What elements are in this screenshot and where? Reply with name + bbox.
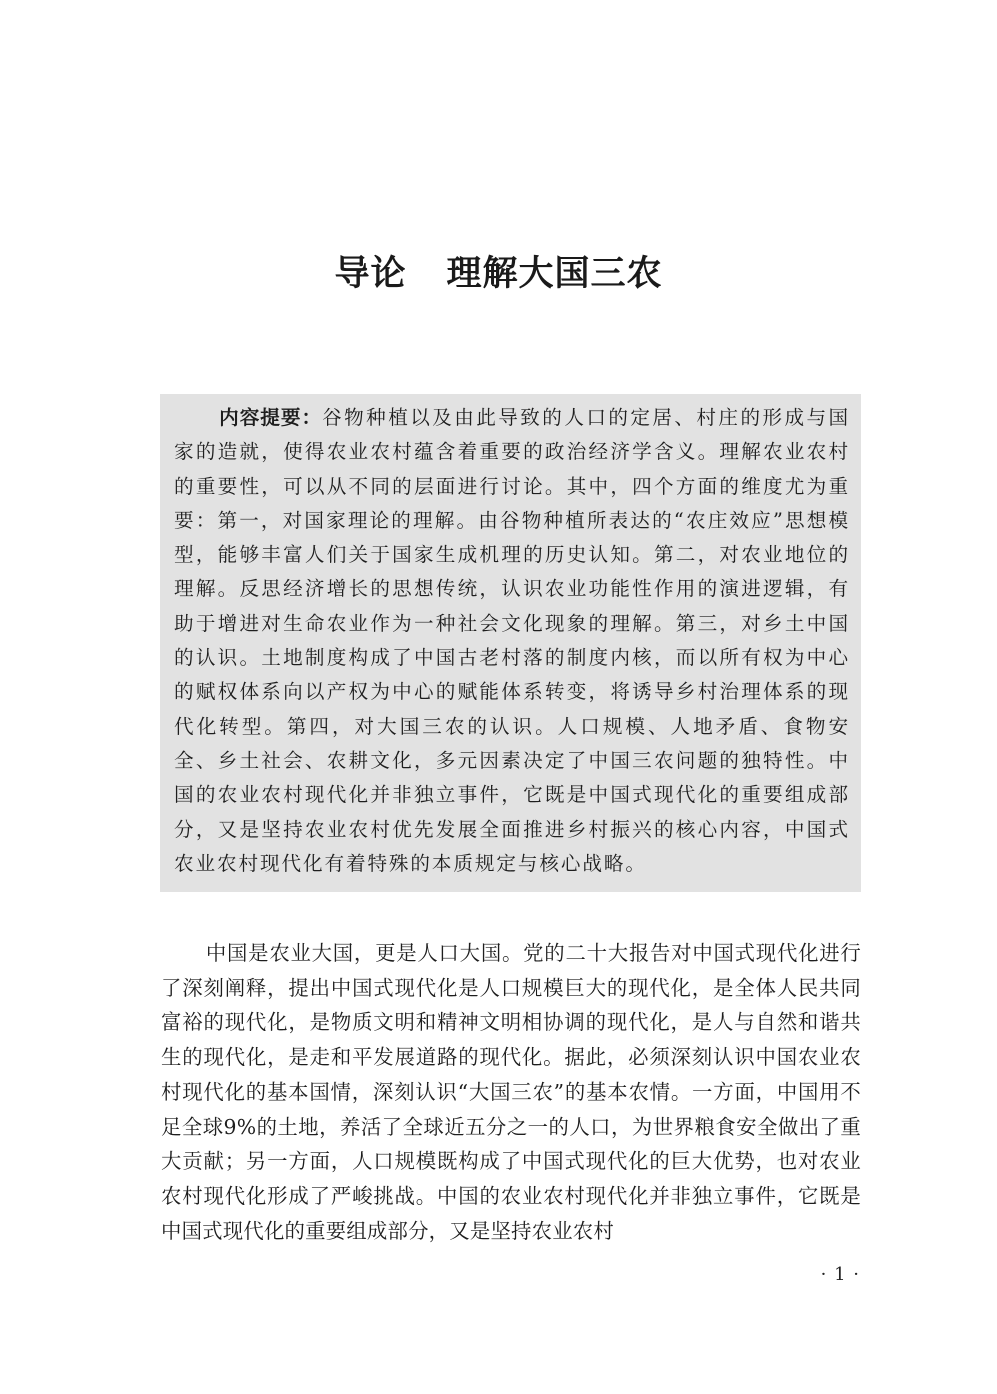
abstract-text: 谷物种植以及由此导致的人口的定居、村庄的形成与国家的造就，使得农业农村蕴含着重要的政治经济学含义。理解农业农村的重要性，可以从不同的层面进行讨论。其中，四个方面的维度尤为重要：第一，对国家理论的理解。由谷物种植所表达的“农庄效应”思想模型，能够丰富人们关于国家生成机理的历史认知。第二，对农业地位的理解。反思经济增长的思想传统，认识农业功能性作用的演进逻辑，有助于增进对生命农业作为一种社会文化现象的理解。第三，对乡土中国的认识。土地制度构成了中国古老村落的制度内核，而以所有权为中心的赋权体系向以产权为中心的赋能体系转变，将诱导乡村治理体系的现代化转型。第四，对大国三农的认识。人口规模、人地矛盾、食物安全、乡土社会、农耕文化，多元因素决定了中国三农问题的独特性。中国的农业农村现代化并非独立事件，它既是中国式现代化的重要组成部分，又是坚持农业农村优先发展全面推进乡村振兴的核心内容，中国式农业农村现代化有着特殊的本质规定与核心战略。 [174,406,850,875]
page-number: · 1 · [820,1264,860,1285]
abstract-paragraph [174,401,850,881]
page-title [0,246,997,302]
abstract-box [160,394,861,892]
title-prefix: 导论 [334,254,407,294]
body-paragraph: 中国是农业大国，更是人口大国。党的二十大报告对中国式现代化进行了深刻阐释，提出中国式现代化是人口规模巨大的现代化，是全体人民共同富裕的现代化，是物质文明和精神文明相协调的现代化，是人与自然和谐共生的现代化，是走和平发展道路的现代化。据此，必须深刻认识中国农业农村现代化的基本国情，深刻认识“大国三农”的基本农情。一方面，中国用不足全球9%的土地，养活了全球近五分之一的人口，为世界粮食安全做出了重大贡献；另一方面，人口规模既构成了中国式现代化的巨大优势，也对农业农村现代化形成了严峻挑战。中国的农业农村现代化并非独立事件，它既是中国式现代化的重要组成部分，又是坚持农业农村 [161,941,861,1243]
title-main: 理解大国三农 [446,254,663,294]
abstract-label: 内容提要： [219,406,323,429]
